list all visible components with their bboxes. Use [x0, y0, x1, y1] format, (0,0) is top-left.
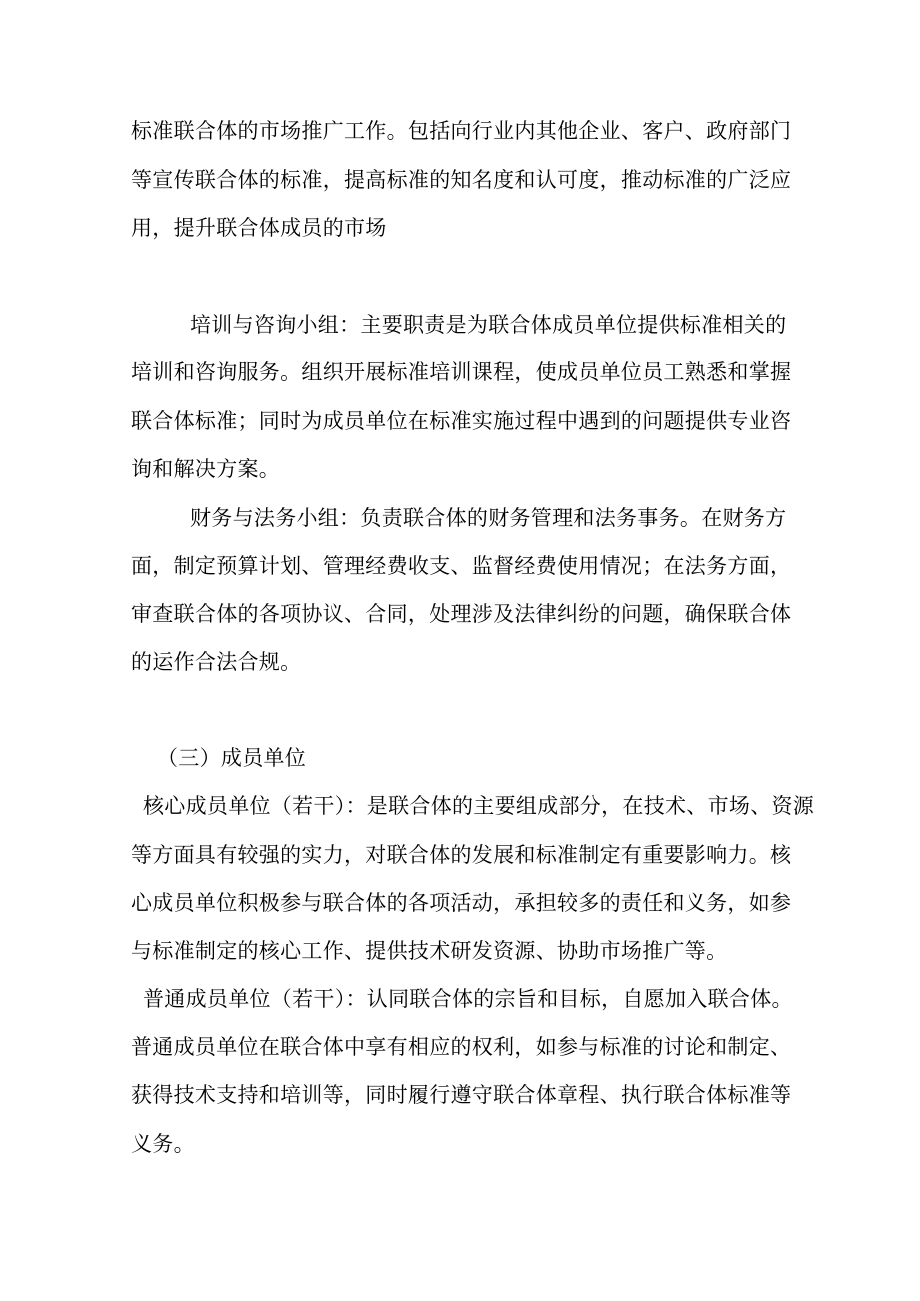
text-line: 心成员单位积极参与联合体的各项活动，承担较多的责任和义务，如参	[131, 891, 792, 915]
text-line: 等方面具有较强的实力，对联合体的发展和标准制定有重要影响力。核	[131, 843, 792, 867]
section-heading: （三）成员单位	[157, 746, 307, 770]
text-line: 普通成员单位（若干）：认同联合体的宗旨和目标，自愿加入联合体。	[143, 987, 793, 1011]
text-line: 联合体标准；同时为成员单位在标准实施过程中遇到的问题提供专业咨	[131, 409, 792, 433]
text-line: 等宣传联合体的标准，提高标准的知名度和认可度，推动标准的广泛应	[131, 168, 792, 192]
text-line: 培训与咨询小组：主要职责是为联合体成员单位提供标准相关的	[190, 313, 787, 337]
text-line: 义务。	[131, 1132, 195, 1156]
text-line: 普通成员单位在联合体中享有相应的权利，如参与标准的讨论和制定、	[131, 1035, 792, 1059]
text-line: 用，提升联合体成员的市场	[131, 216, 387, 240]
text-line: 核心成员单位（若干）：是联合体的主要组成部分，在技术、市场、资源	[143, 794, 815, 818]
text-line: 审查联合体的各项协议、合同，处理涉及法律纠纷的问题，确保联合体	[131, 602, 792, 626]
text-line: 标准联合体的市场推广工作。包括向行业内其他企业、客户、政府部门	[131, 119, 792, 143]
text-line: 培训和咨询服务。组织开展标准培训课程，使成员单位员工熟悉和掌握	[131, 360, 792, 384]
text-line: 的运作合法合规。	[131, 650, 302, 674]
text-line: 财务与法务小组：负责联合体的财务管理和法务事务。在财务方	[190, 506, 787, 530]
text-line: 面，制定预算计划、管理经费收支、监督经费使用情况；在法务方面，	[131, 554, 792, 578]
text-line: 询和解决方案。	[131, 457, 281, 481]
text-line: 获得技术支持和培训等，同时履行遵守联合体章程、执行联合体标准等	[131, 1083, 792, 1107]
text-line: 与标准制定的核心工作、提供技术研发资源、协助市场推广等。	[131, 939, 728, 963]
